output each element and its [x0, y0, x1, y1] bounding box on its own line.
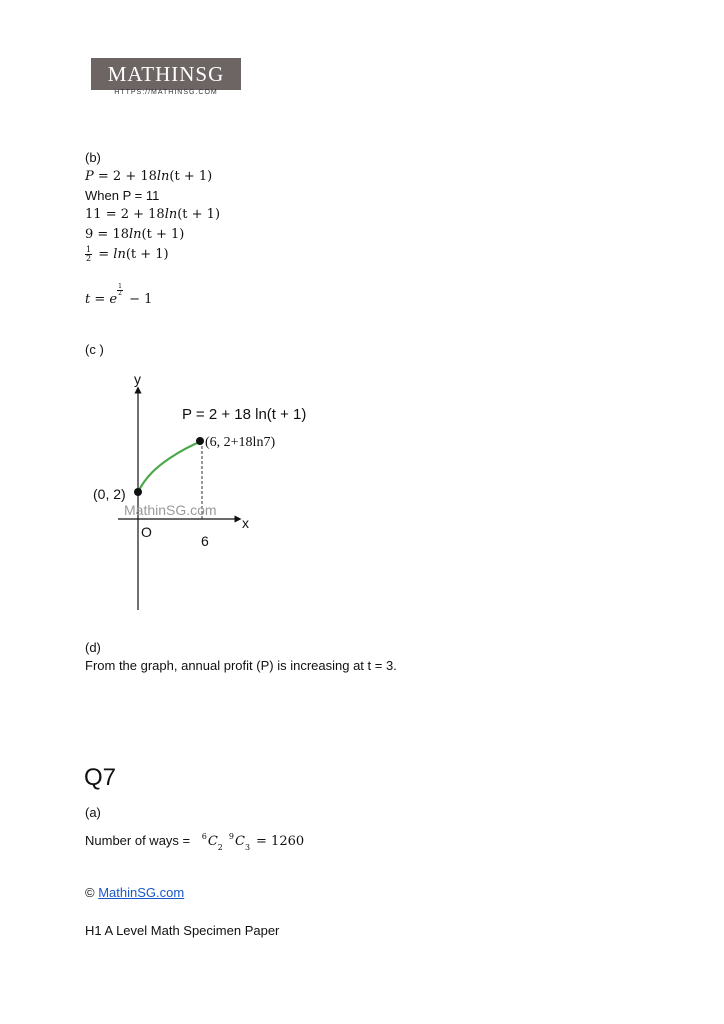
exponent-numerator: 1: [118, 283, 122, 290]
equation-line-5: [85, 246, 169, 263]
exponent-denominator: 2: [118, 290, 122, 297]
eq3-arg: (t + 1): [177, 207, 221, 222]
y-axis-label: y: [134, 371, 141, 387]
eq6-tail: − 1: [129, 292, 153, 307]
eq5-fn: ln: [113, 247, 126, 262]
question-heading: Q7: [84, 764, 117, 791]
comb2-k: 3: [244, 843, 251, 852]
equation-line-4: [85, 227, 184, 243]
eq1-rhs-coef: = 2 + 18: [97, 169, 157, 184]
end-point: [196, 437, 204, 445]
start-point: [134, 488, 142, 496]
eq3-rhs-coef: = 2 + 18: [105, 207, 165, 222]
half-fraction: [85, 246, 92, 263]
q7-part-a-label: (a): [85, 805, 101, 820]
eq4-rhs-coef: = 18: [97, 227, 129, 242]
eq6-lhs: t: [85, 292, 91, 307]
copyright-line: [85, 885, 184, 901]
curve-equation: P = 2 + 18 ln(t + 1): [182, 406, 307, 423]
exponent-fraction: [117, 284, 123, 297]
comb1-k: 2: [217, 843, 223, 852]
eq6-equals: =: [94, 292, 106, 307]
combination-expression: [201, 832, 305, 852]
eq4-fn: ln: [129, 227, 142, 242]
equation-line-3: [85, 207, 220, 223]
eq5-equals: =: [98, 247, 110, 262]
origin-label: O: [141, 524, 152, 540]
eq3-fn: ln: [164, 207, 178, 222]
fraction-numerator: 1: [86, 245, 92, 254]
comb1-n: 6: [201, 832, 207, 841]
mathinsg-link[interactable]: MathinSG.com: [98, 885, 185, 900]
brand-url: HTTPS://MATHINSG.COM: [114, 89, 218, 96]
x-axis-label: x: [242, 515, 249, 531]
comb1-symbol: C: [207, 834, 218, 849]
paper-title: H1 A Level Math Specimen Paper: [85, 923, 280, 938]
part-d-label: (d): [85, 640, 101, 655]
eq1-fn: ln: [156, 169, 170, 184]
ways-text: Number of ways =: [85, 833, 191, 848]
eq1-lhs: P: [85, 169, 94, 184]
end-point-label: (6, 2+18ln7): [205, 435, 276, 450]
watermark-text: MathinSG.com: [124, 502, 217, 518]
brand-logo: MATHINSG: [91, 58, 241, 90]
eq6-base: e: [109, 292, 118, 307]
equation-line-6: [85, 284, 152, 308]
copyright-symbol: ©: [85, 885, 95, 900]
part-c-label: (c ): [85, 342, 104, 357]
x-tick-6: 6: [201, 533, 209, 549]
eq5-arg: (t + 1): [125, 247, 169, 262]
profit-curve: [138, 441, 202, 492]
comb2-symbol: C: [234, 834, 245, 849]
when-condition: When P = 11: [85, 188, 160, 203]
equation-line-1: [85, 169, 212, 185]
eq3-lhs: 11: [85, 207, 102, 222]
ways-line: [85, 829, 304, 856]
profit-graph: [80, 368, 340, 618]
comb2-n: 9: [228, 832, 234, 841]
part-d-answer: From the graph, annual profit (P) is increasing at t = 3.: [85, 658, 397, 673]
eq4-arg: (t + 1): [141, 227, 185, 242]
part-b-label: (b): [85, 150, 101, 165]
start-point-label: (0, 2): [93, 486, 126, 502]
fraction-denominator: 2: [86, 254, 92, 263]
ways-result: = 1260: [256, 834, 305, 849]
eq4-lhs: 9: [85, 227, 94, 242]
eq1-arg: (t + 1): [169, 169, 213, 184]
